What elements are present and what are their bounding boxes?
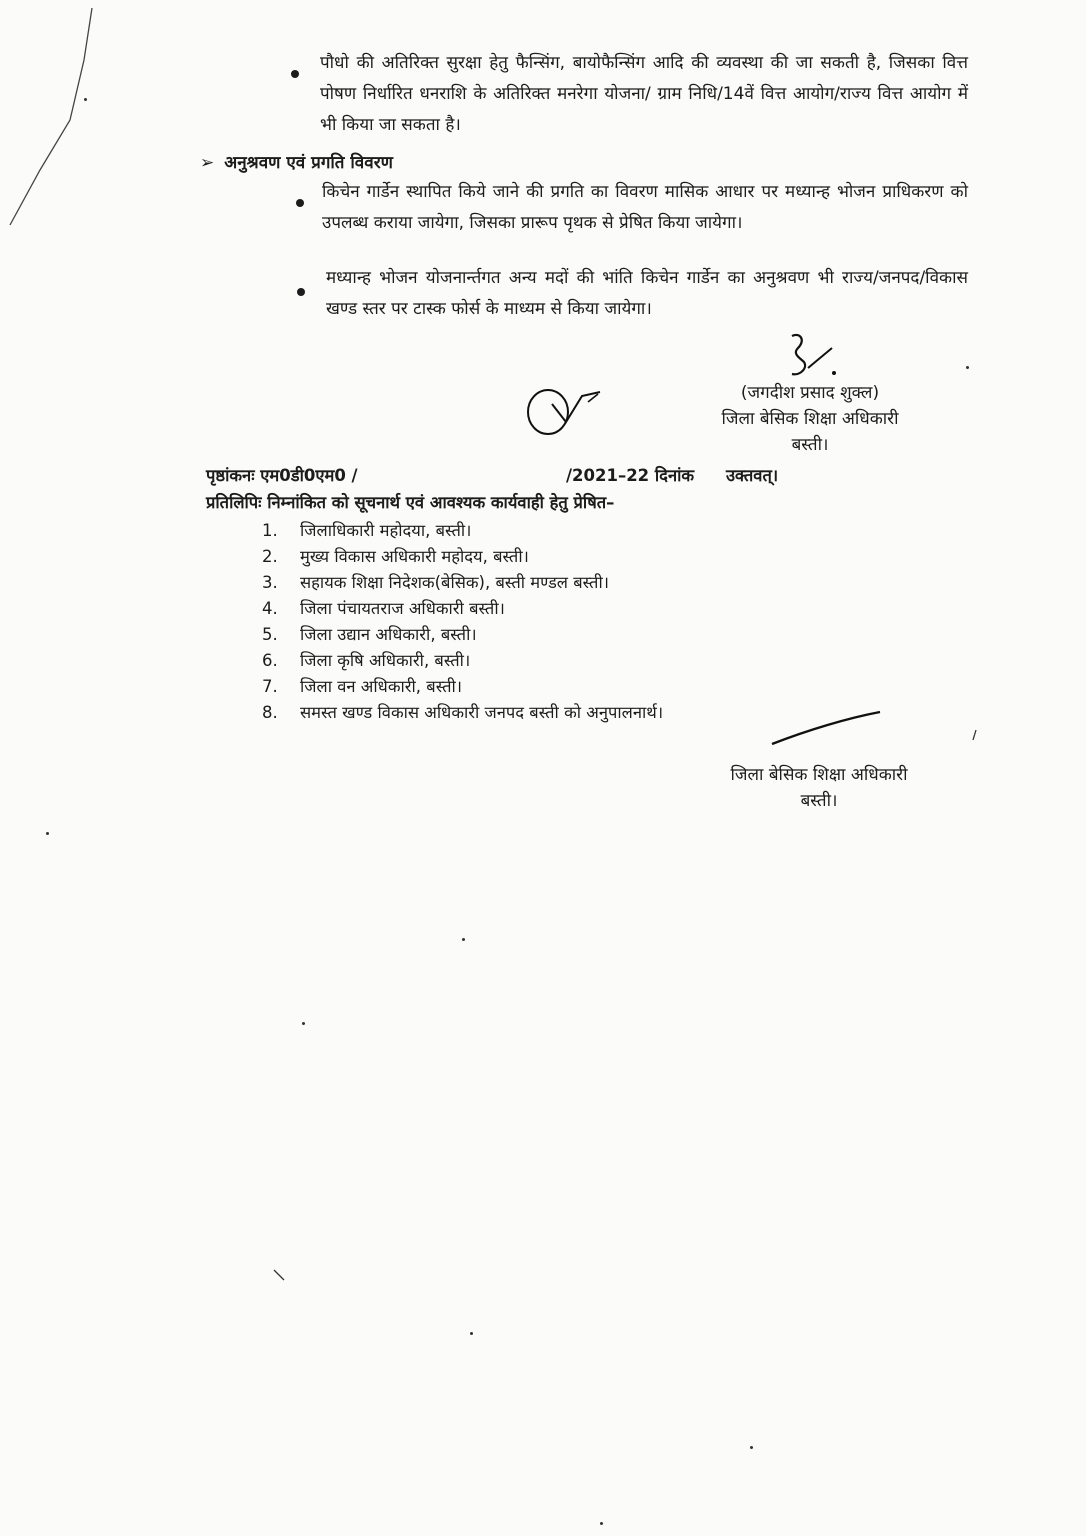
section-heading-text: अनुश्रवण एवं प्रगति विवरण <box>224 153 393 173</box>
bullet-dot <box>297 288 305 296</box>
list-item: 3. सहायक शिक्षा निदेशक(बेसिक), बस्ती मण्डल बस्ती। <box>262 573 609 592</box>
bullet-paragraph-progress: किचेन गार्डेन स्थापित किये जाने की प्रगति का विवरण मासिक आधार पर मध्यान्ह भोजन प्राधिकरण को उपलब्ध कराया जायेगा, जिसका प्रारूप पृथक से प्रेषित किया जायेगा। <box>322 182 968 233</box>
scan-speck <box>750 1446 753 1449</box>
list-item: 4. जिला पंचायतराज अधिकारी बस्ती। <box>262 599 505 618</box>
list-item: 2. मुख्य विकास अधिकारी महोदय, बस्ती। <box>262 547 529 566</box>
list-item: 1. जिलाधिकारी महोदया, बस्ती। <box>262 521 472 540</box>
scan-speck <box>600 1522 603 1525</box>
bullet-paragraph-monitoring: मध्यान्ह भोजन योजनार्न्तगत अन्य मदों की भांति किचेन गार्डेन का अनुश्रवण भी राज्य/जनपद/विकास खण्ड स्तर पर टास्क फोर्स के माध्यम से किया जायेगा। <box>326 268 968 319</box>
list-item: 8. समस्त खण्ड विकास अधिकारी जनपद बस्ती को अनुपालनार्थ। <box>262 703 664 722</box>
list-item: 5. जिला उद्यान अधिकारी, बस्ती। <box>262 625 477 644</box>
scan-speck <box>966 366 969 369</box>
reference-suffix: /2021–22 दिनांक <box>566 466 695 485</box>
reference-prefix: पृष्ठांकनः एम0डी0एम0 / <box>206 466 358 485</box>
signatory-block-bottom <box>694 762 944 814</box>
signatory-block <box>690 380 930 458</box>
scan-edge-line <box>0 0 120 260</box>
reference-date: उक्तवत्। <box>726 466 779 485</box>
scan-speck <box>84 98 87 101</box>
section-heading <box>200 150 393 173</box>
arrow-bullet-icon: ➢ <box>200 153 215 173</box>
signatory-place: बस्ती। <box>791 435 829 455</box>
initial-signature <box>522 382 612 442</box>
scan-mark <box>272 1268 288 1284</box>
bullet-dot <box>296 199 304 207</box>
scan-speck <box>302 1022 305 1025</box>
signatory-place: बस्ती। <box>800 791 838 811</box>
signatory-designation: जिला बेसिक शिक्षा अधिकारी <box>721 409 899 429</box>
scan-speck <box>46 832 49 835</box>
signatory-designation: जिला बेसिक शिक्षा अधिकारी <box>730 765 908 785</box>
list-item: 6. जिला कृषि अधिकारी, बस्ती। <box>262 651 471 670</box>
officer-signature <box>770 328 850 388</box>
list-item: 7. जिला वन अधिकारी, बस्ती। <box>262 677 463 696</box>
bullet-paragraph-fencing: पौधो की अतिरिक्त सुरक्षा हेतु फैन्सिंग, बायोफैन्सिंग आदि की व्यवस्था की जा सकती है, जिसका वित्त पोषण निर्धारित धनराशि के अतिरिक्त मनरेगा योजना/ ग्राम निधि/14वें वित्त आयोग/राज्य वित्त आयोग में भी किया जा सकता है। <box>320 53 968 135</box>
bottom-signature <box>768 706 888 750</box>
scan-speck <box>462 938 465 941</box>
scan-mark <box>970 728 980 742</box>
copy-intro: प्रतिलिपिः निम्नांकित को सूचनार्थ एवं आवश्यक कार्यवाही हेतु प्रेषित– <box>206 493 615 512</box>
copy-list <box>262 518 663 726</box>
scan-speck <box>470 1332 473 1335</box>
bullet-dot <box>291 70 299 78</box>
signatory-name: (जगदीश प्रसाद शुक्ल) <box>740 383 880 403</box>
